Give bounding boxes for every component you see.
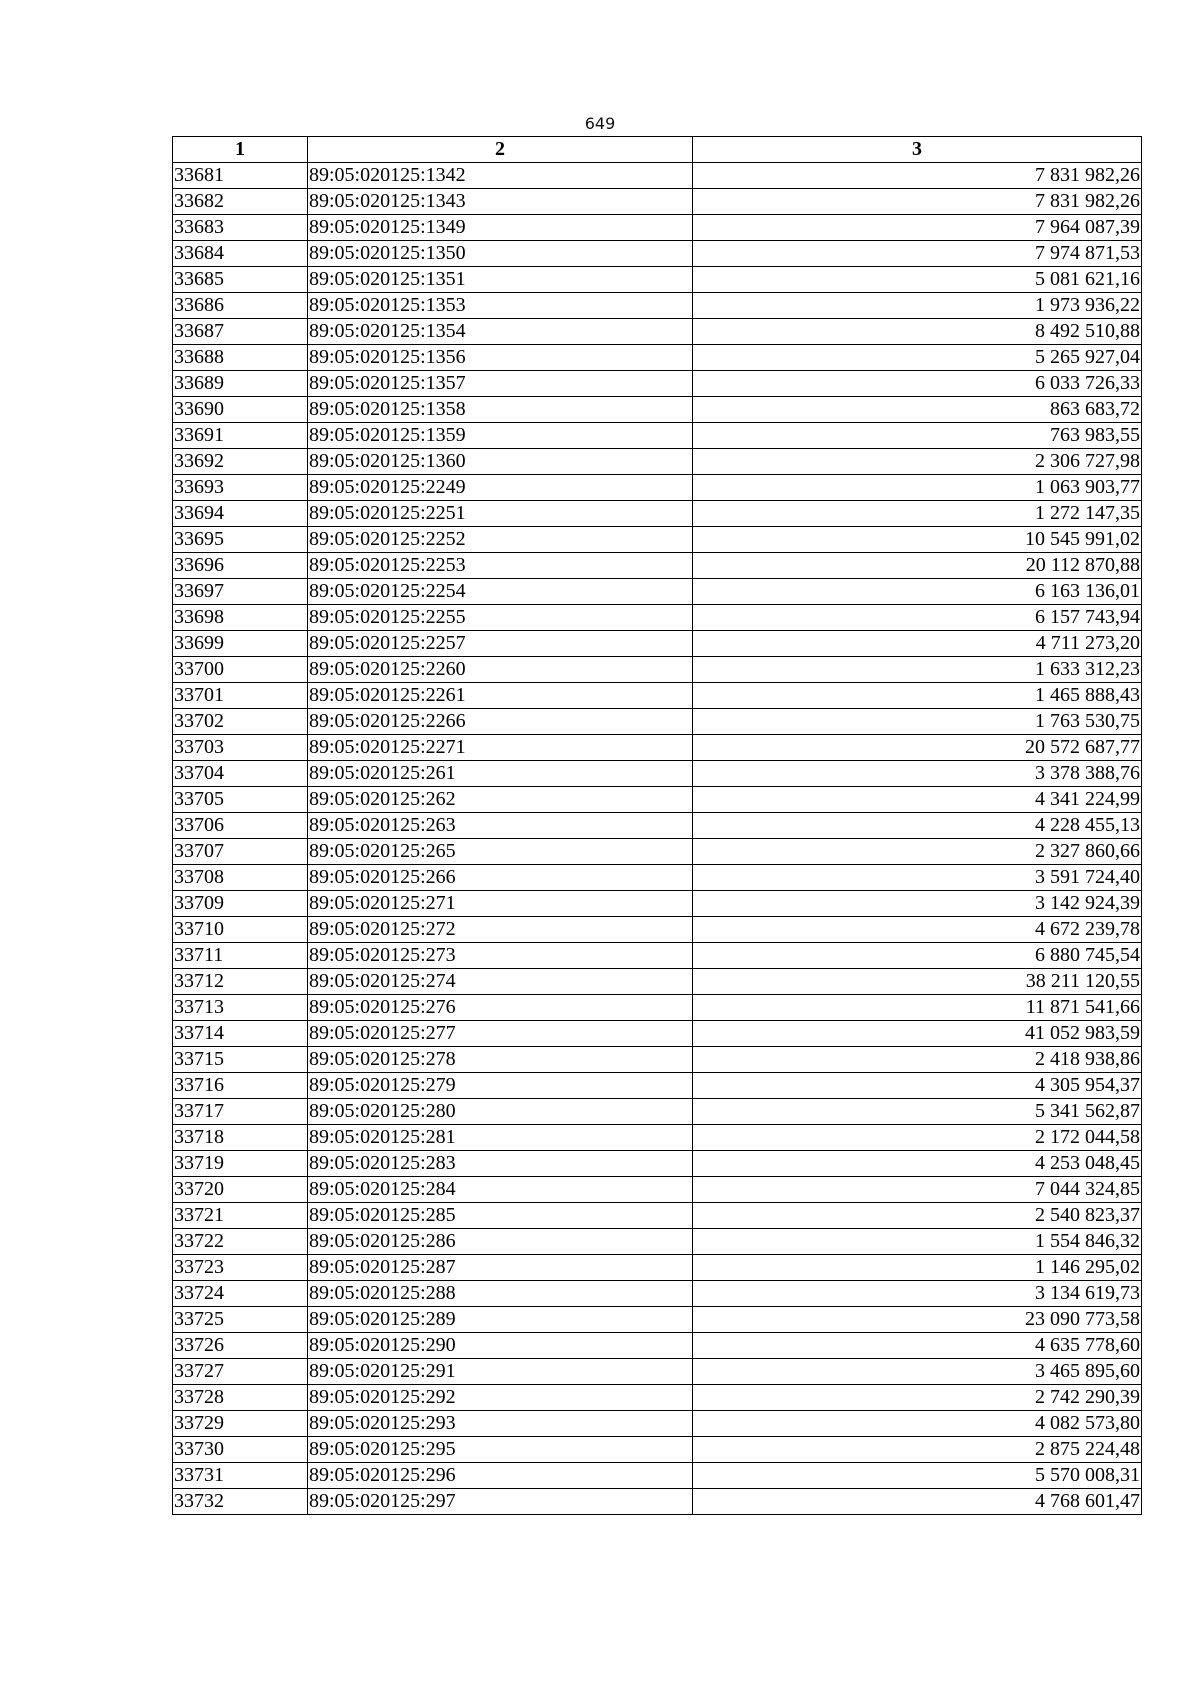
table-row [173,1411,1142,1437]
cadastral-number-cell: 89:05:020125:2249 [308,475,693,501]
row-number-cell: 33685 [173,267,308,293]
value-cell: 3 465 895,60 [693,1359,1142,1385]
cadastral-number-cell: 89:05:020125:289 [308,1307,693,1333]
cadastral-number-cell: 89:05:020125:273 [308,943,693,969]
cadastral-number-cell: 89:05:020125:1349 [308,215,693,241]
value-cell: 5 265 927,04 [693,345,1142,371]
cadastral-number-cell: 89:05:020125:2253 [308,553,693,579]
cadastral-number-cell: 89:05:020125:288 [308,1281,693,1307]
row-number-cell: 33706 [173,813,308,839]
cadastral-number-cell: 89:05:020125:290 [308,1333,693,1359]
cadastral-number-cell: 89:05:020125:2254 [308,579,693,605]
row-number-cell: 33718 [173,1125,308,1151]
table-row [173,163,1142,189]
table-row [173,605,1142,631]
cadastral-number-cell: 89:05:020125:2271 [308,735,693,761]
value-cell: 4 305 954,37 [693,1073,1142,1099]
value-cell: 2 418 938,86 [693,1047,1142,1073]
value-cell: 4 672 239,78 [693,917,1142,943]
table-row [173,1073,1142,1099]
cadastral-number-cell: 89:05:020125:295 [308,1437,693,1463]
table-row [173,371,1142,397]
table-row [173,709,1142,735]
table-row [173,891,1142,917]
cadastral-number-cell: 89:05:020125:1360 [308,449,693,475]
table-row [173,1333,1142,1359]
value-cell: 20 572 687,77 [693,735,1142,761]
value-cell: 1 465 888,43 [693,683,1142,709]
cadastral-number-cell: 89:05:020125:280 [308,1099,693,1125]
value-cell: 7 964 087,39 [693,215,1142,241]
table-row [173,579,1142,605]
row-number-cell: 33689 [173,371,308,397]
value-cell: 2 540 823,37 [693,1203,1142,1229]
cadastral-number-cell: 89:05:020125:284 [308,1177,693,1203]
value-cell: 3 142 924,39 [693,891,1142,917]
cadastral-number-cell: 89:05:020125:278 [308,1047,693,1073]
value-cell: 20 112 870,88 [693,553,1142,579]
table-row [173,423,1142,449]
cadastral-number-cell: 89:05:020125:262 [308,787,693,813]
value-cell: 7 831 982,26 [693,189,1142,215]
row-number-cell: 33729 [173,1411,308,1437]
row-number-cell: 33728 [173,1385,308,1411]
row-number-cell: 33703 [173,735,308,761]
table-row [173,215,1142,241]
value-cell: 763 983,55 [693,423,1142,449]
row-number-cell: 33691 [173,423,308,449]
table-row [173,345,1142,371]
row-number-cell: 33698 [173,605,308,631]
cadastral-number-cell: 89:05:020125:1343 [308,189,693,215]
row-number-cell: 33692 [173,449,308,475]
row-number-cell: 33693 [173,475,308,501]
value-cell: 1 554 846,32 [693,1229,1142,1255]
page-number: 649 [584,114,616,133]
column-header-2: 2 [308,137,693,163]
table-row [173,397,1142,423]
cadastral-number-cell: 89:05:020125:1359 [308,423,693,449]
table-row [173,475,1142,501]
table-row [173,1281,1142,1307]
row-number-cell: 33723 [173,1255,308,1281]
row-number-cell: 33710 [173,917,308,943]
row-number-cell: 33682 [173,189,308,215]
row-number-cell: 33696 [173,553,308,579]
row-number-cell: 33731 [173,1463,308,1489]
value-cell: 5 570 008,31 [693,1463,1142,1489]
row-number-cell: 33699 [173,631,308,657]
value-cell: 4 253 048,45 [693,1151,1142,1177]
cadastral-number-cell: 89:05:020125:261 [308,761,693,787]
row-number-cell: 33687 [173,319,308,345]
table-row [173,865,1142,891]
row-number-cell: 33712 [173,969,308,995]
row-number-cell: 33720 [173,1177,308,1203]
table-row [173,1437,1142,1463]
value-cell: 5 341 562,87 [693,1099,1142,1125]
value-cell: 6 880 745,54 [693,943,1142,969]
value-cell: 1 063 903,77 [693,475,1142,501]
row-number-cell: 33730 [173,1437,308,1463]
value-cell: 4 082 573,80 [693,1411,1142,1437]
value-cell: 2 742 290,39 [693,1385,1142,1411]
cadastral-number-cell: 89:05:020125:266 [308,865,693,891]
row-number-cell: 33713 [173,995,308,1021]
table-row [173,1203,1142,1229]
row-number-cell: 33701 [173,683,308,709]
table-row [173,1047,1142,1073]
table-row [173,787,1142,813]
table-row [173,293,1142,319]
value-cell: 4 711 273,20 [693,631,1142,657]
value-cell: 1 272 147,35 [693,501,1142,527]
table-row [173,1385,1142,1411]
row-number-cell: 33711 [173,943,308,969]
cadastral-number-cell: 89:05:020125:1357 [308,371,693,397]
table-row [173,995,1142,1021]
value-cell: 7 974 871,53 [693,241,1142,267]
row-number-cell: 33708 [173,865,308,891]
row-number-cell: 33714 [173,1021,308,1047]
row-number-cell: 33707 [173,839,308,865]
cadastral-number-cell: 89:05:020125:293 [308,1411,693,1437]
header-row [173,137,1142,163]
cadastral-number-cell: 89:05:020125:277 [308,1021,693,1047]
cadastral-number-cell: 89:05:020125:2261 [308,683,693,709]
value-cell: 38 211 120,55 [693,969,1142,995]
cadastral-number-cell: 89:05:020125:291 [308,1359,693,1385]
value-cell: 3 134 619,73 [693,1281,1142,1307]
table-row [173,527,1142,553]
value-cell: 11 871 541,66 [693,995,1142,1021]
table-row [173,1099,1142,1125]
value-cell: 1 973 936,22 [693,293,1142,319]
table-row [173,969,1142,995]
value-cell: 1 763 530,75 [693,709,1142,735]
cadastral-number-cell: 89:05:020125:2257 [308,631,693,657]
value-cell: 6 163 136,01 [693,579,1142,605]
table-row [173,1489,1142,1515]
row-number-cell: 33700 [173,657,308,683]
cadastral-number-cell: 89:05:020125:285 [308,1203,693,1229]
table-row [173,553,1142,579]
value-cell: 863 683,72 [693,397,1142,423]
value-cell: 6 033 726,33 [693,371,1142,397]
value-cell: 2 875 224,48 [693,1437,1142,1463]
cadastral-number-cell: 89:05:020125:274 [308,969,693,995]
cadastral-number-cell: 89:05:020125:2251 [308,501,693,527]
cadastral-number-cell: 89:05:020125:271 [308,891,693,917]
table-row [173,1021,1142,1047]
cadastral-number-cell: 89:05:020125:292 [308,1385,693,1411]
value-cell: 7 044 324,85 [693,1177,1142,1203]
table-row [173,319,1142,345]
value-cell: 5 081 621,16 [693,267,1142,293]
table-row [173,1359,1142,1385]
row-number-cell: 33727 [173,1359,308,1385]
cadastral-number-cell: 89:05:020125:1358 [308,397,693,423]
table-row [173,1463,1142,1489]
table-row [173,735,1142,761]
table-row [173,813,1142,839]
table-row [173,943,1142,969]
table-row [173,657,1142,683]
value-cell: 41 052 983,59 [693,1021,1142,1047]
table-row [173,241,1142,267]
column-header-3: 3 [693,137,1142,163]
table-row [173,917,1142,943]
cadastral-number-cell: 89:05:020125:265 [308,839,693,865]
row-number-cell: 33695 [173,527,308,553]
value-cell: 3 591 724,40 [693,865,1142,891]
cadastral-number-cell: 89:05:020125:272 [308,917,693,943]
row-number-cell: 33709 [173,891,308,917]
table-row [173,1255,1142,1281]
value-cell: 8 492 510,88 [693,319,1142,345]
cadastral-number-cell: 89:05:020125:1354 [308,319,693,345]
table-row [173,501,1142,527]
value-cell: 4 768 601,47 [693,1489,1142,1515]
row-number-cell: 33681 [173,163,308,189]
row-number-cell: 33716 [173,1073,308,1099]
value-cell: 1 146 295,02 [693,1255,1142,1281]
row-number-cell: 33690 [173,397,308,423]
row-number-cell: 33694 [173,501,308,527]
row-number-cell: 33721 [173,1203,308,1229]
table-row [173,1125,1142,1151]
row-number-cell: 33724 [173,1281,308,1307]
row-number-cell: 33726 [173,1333,308,1359]
cadastral-number-cell: 89:05:020125:2255 [308,605,693,631]
row-number-cell: 33725 [173,1307,308,1333]
table-row [173,839,1142,865]
value-cell: 10 545 991,02 [693,527,1142,553]
row-number-cell: 33683 [173,215,308,241]
cadastral-number-cell: 89:05:020125:276 [308,995,693,1021]
cadastral-number-cell: 89:05:020125:279 [308,1073,693,1099]
cadastral-number-cell: 89:05:020125:1350 [308,241,693,267]
table-row [173,449,1142,475]
data-table [172,136,1142,1515]
cadastral-number-cell: 89:05:020125:281 [308,1125,693,1151]
cadastral-number-cell: 89:05:020125:286 [308,1229,693,1255]
table-row [173,683,1142,709]
row-number-cell: 33702 [173,709,308,735]
row-number-cell: 33715 [173,1047,308,1073]
cadastral-number-cell: 89:05:020125:263 [308,813,693,839]
value-cell: 7 831 982,26 [693,163,1142,189]
row-number-cell: 33704 [173,761,308,787]
value-cell: 4 635 778,60 [693,1333,1142,1359]
value-cell: 2 306 727,98 [693,449,1142,475]
row-number-cell: 33686 [173,293,308,319]
table-row [173,631,1142,657]
column-header-1: 1 [173,137,308,163]
row-number-cell: 33719 [173,1151,308,1177]
value-cell: 1 633 312,23 [693,657,1142,683]
value-cell: 2 172 044,58 [693,1125,1142,1151]
value-cell: 4 341 224,99 [693,787,1142,813]
table-row [173,1177,1142,1203]
row-number-cell: 33732 [173,1489,308,1515]
table-row [173,189,1142,215]
value-cell: 6 157 743,94 [693,605,1142,631]
cadastral-number-cell: 89:05:020125:296 [308,1463,693,1489]
table-row [173,1307,1142,1333]
cadastral-number-cell: 89:05:020125:283 [308,1151,693,1177]
cadastral-number-cell: 89:05:020125:2260 [308,657,693,683]
value-cell: 23 090 773,58 [693,1307,1142,1333]
table-row [173,267,1142,293]
cadastral-number-cell: 89:05:020125:2252 [308,527,693,553]
row-number-cell: 33684 [173,241,308,267]
row-number-cell: 33688 [173,345,308,371]
cadastral-number-cell: 89:05:020125:1351 [308,267,693,293]
table-row [173,1151,1142,1177]
value-cell: 4 228 455,13 [693,813,1142,839]
row-number-cell: 33697 [173,579,308,605]
value-cell: 2 327 860,66 [693,839,1142,865]
row-number-cell: 33722 [173,1229,308,1255]
table-body [173,163,1142,1515]
table-row [173,1229,1142,1255]
cadastral-number-cell: 89:05:020125:1356 [308,345,693,371]
cadastral-number-cell: 89:05:020125:287 [308,1255,693,1281]
cadastral-number-cell: 89:05:020125:1342 [308,163,693,189]
cadastral-number-cell: 89:05:020125:2266 [308,709,693,735]
row-number-cell: 33705 [173,787,308,813]
value-cell: 3 378 388,76 [693,761,1142,787]
row-number-cell: 33717 [173,1099,308,1125]
table-row [173,761,1142,787]
cadastral-number-cell: 89:05:020125:297 [308,1489,693,1515]
cadastral-number-cell: 89:05:020125:1353 [308,293,693,319]
